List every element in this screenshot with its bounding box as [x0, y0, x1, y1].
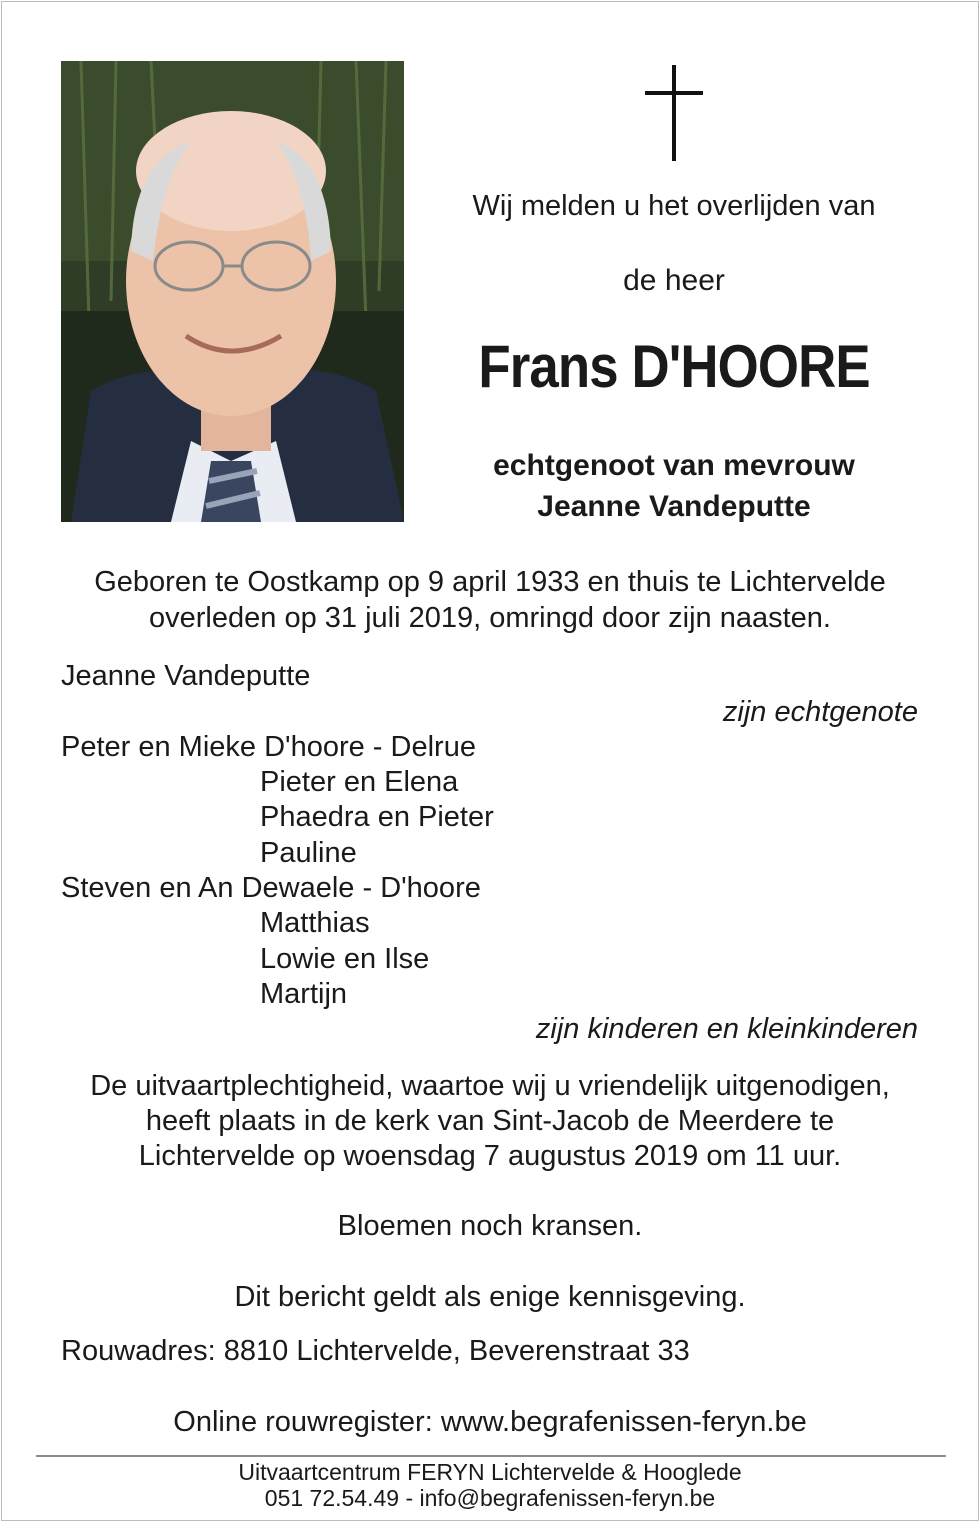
family-child-1: Peter en Mieke D'hoore - Delrue [61, 731, 476, 763]
online-register: Online rouwregister: www.begrafenissen-feryn.be [173, 1406, 807, 1438]
grandchild-item: Phaedra en Pieter [260, 801, 494, 833]
spouse-line-2: Jeanne Vandeputte [537, 490, 811, 523]
grandchild-item: Martijn [260, 978, 348, 1010]
cross-icon [645, 65, 703, 161]
family-child-2: Steven en An Dewaele - D'hoore [61, 872, 481, 904]
deceased-name: Frans D'HOORE [478, 333, 870, 400]
birth-death-line-1: Geboren te Oostkamp op 9 april 1933 en thuis te Lichtervelde [94, 566, 886, 598]
notice-note: Dit bericht geldt als enige kennisgeving. [234, 1281, 746, 1313]
family-children-role: zijn kinderen en kleinkinderen [535, 1013, 918, 1045]
grandchild-item: Pauline [260, 837, 357, 869]
footer-divider [36, 1455, 946, 1457]
footer-company: Uitvaartcentrum FERYN Lichtervelde & Hooglede [238, 1459, 742, 1485]
birth-death-line-2: overleden op 31 juli 2019, omringd door zijn naasten. [149, 602, 831, 634]
spouse-line-1: echtgenoot van mevrouw [493, 449, 855, 482]
announcement-text: Wij melden u het overlijden van [472, 190, 876, 222]
ceremony-line-1: De uitvaartplechtigheid, waartoe wij u vriendelijk uitgenodigen, [90, 1070, 890, 1102]
mourning-address: Rouwadres: 8810 Lichtervelde, Beverenstraat 33 [61, 1335, 690, 1367]
family-spouse-role: zijn echtgenote [722, 696, 918, 728]
grandchild-item: Lowie en Ilse [260, 943, 430, 975]
grandchild-item: Pieter en Elena [260, 766, 459, 798]
footer-contact: 051 72.54.49 - info@begrafenissen-feryn.be [264, 1485, 716, 1511]
ceremony-line-3: Lichtervelde op woensdag 7 augustus 2019 om 11 uur. [138, 1140, 842, 1172]
grandchild-item: Matthias [260, 907, 370, 939]
portrait-photo [61, 61, 404, 522]
flowers-note: Bloemen noch kransen. [337, 1210, 643, 1242]
family-spouse: Jeanne Vandeputte [61, 660, 311, 692]
ceremony-line-2: heeft plaats in de kerk van Sint-Jacob de Meerdere te [145, 1105, 835, 1137]
death-notice-card [1, 1, 979, 1521]
title-text: de heer [623, 264, 725, 297]
